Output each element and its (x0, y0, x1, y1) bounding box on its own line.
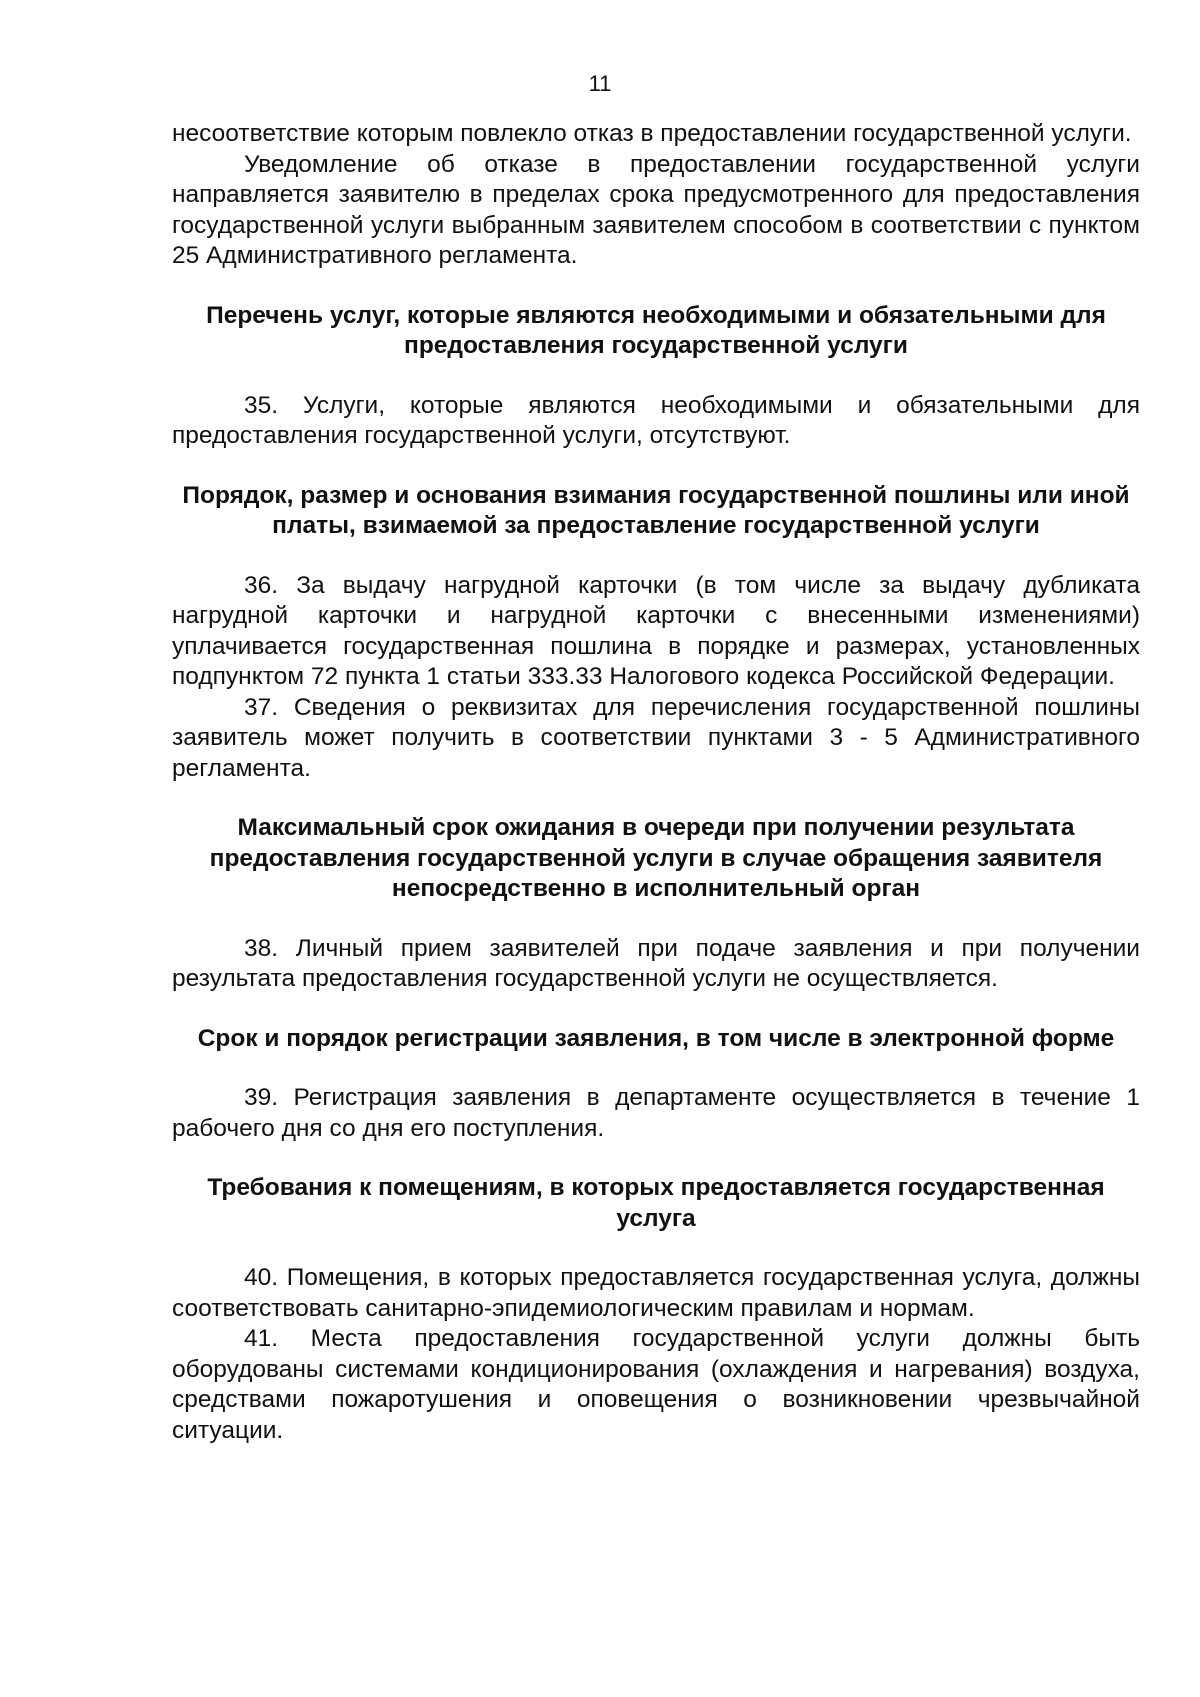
paragraph-continuation: несоответствие которым повлекло отказ в предоставлении государственной услуги. (172, 120, 1132, 147)
section-heading-registration: Срок и порядок регистрации заявления, в том числе в электронной форме (197, 1024, 1115, 1052)
paragraph-38: 38. Личный прием заявителей при подаче заявления и при получении результата предоставления государственной услуги не осуществляется. (172, 934, 1140, 992)
section-heading-premises: Требования к помещениям, в которых предоставляется государственная услуга (207, 1174, 1105, 1232)
paragraph-39: 39. Регистрация заявления в департаменте осуществляется в течение 1 рабочего дня со дня его поступления. (172, 1084, 1140, 1142)
page-number: 11 (588, 71, 612, 96)
paragraph-35: 35. Услуги, которые являются необходимыми и обязательными для предоставления государственной услуги, отсутствуют. (172, 391, 1140, 449)
document-body (172, 119, 1140, 1446)
paragraph-refusal-notice: Уведомление об отказе в предоставлении государственной услуги направляется заявителю в пределах срока предусмотренного для предоставления государственной услуги выбранным заявителем способом в соответствии с пунктом 25 Административного регламента. (172, 150, 1140, 269)
paragraph-37: 37. Сведения о реквизитах для перечисления государственной пошлины заявитель может получить в соответствии пунктами 3 - 5 Административного регламента. (172, 693, 1140, 782)
section-heading-queue-time: Максимальный срок ожидания в очереди при получении результата предоставления государственной услуги в случае обращения заявителя непосредственно в исполнительный орган (209, 814, 1103, 902)
section-heading-state-fee: Порядок, размер и основания взимания государственной пошлины или иной платы, взимаемой за предоставление государственной услуги (182, 481, 1130, 539)
paragraph-40: 40. Помещения, в которых предоставляется государственная услуга, должны соответствовать санитарно-эпидемиологическим правилам и нормам. (172, 1264, 1140, 1322)
paragraph-36: 36. За выдачу нагрудной карточки (в том числе за выдачу дубликата нагрудной карточки и нагрудной карточки с внесенными изменениями) уплачивается государственная пошлина в порядке и размерах, установленных подпунктом 72 пункта 1 статьи 333.33 Налогового кодекса Российской Федерации. (172, 571, 1140, 690)
paragraph-41: 41. Места предоставления государственной услуги должны быть оборудованы системами кондиционирования (охлаждения и нагревания) воздуха, средствами пожаротушения и оповещения о возникновении чрезвычайной ситуации. (172, 1325, 1140, 1444)
section-heading-required-services: Перечень услуг, которые являются необходимыми и обязательными для предоставления государственной услуги (206, 301, 1106, 359)
